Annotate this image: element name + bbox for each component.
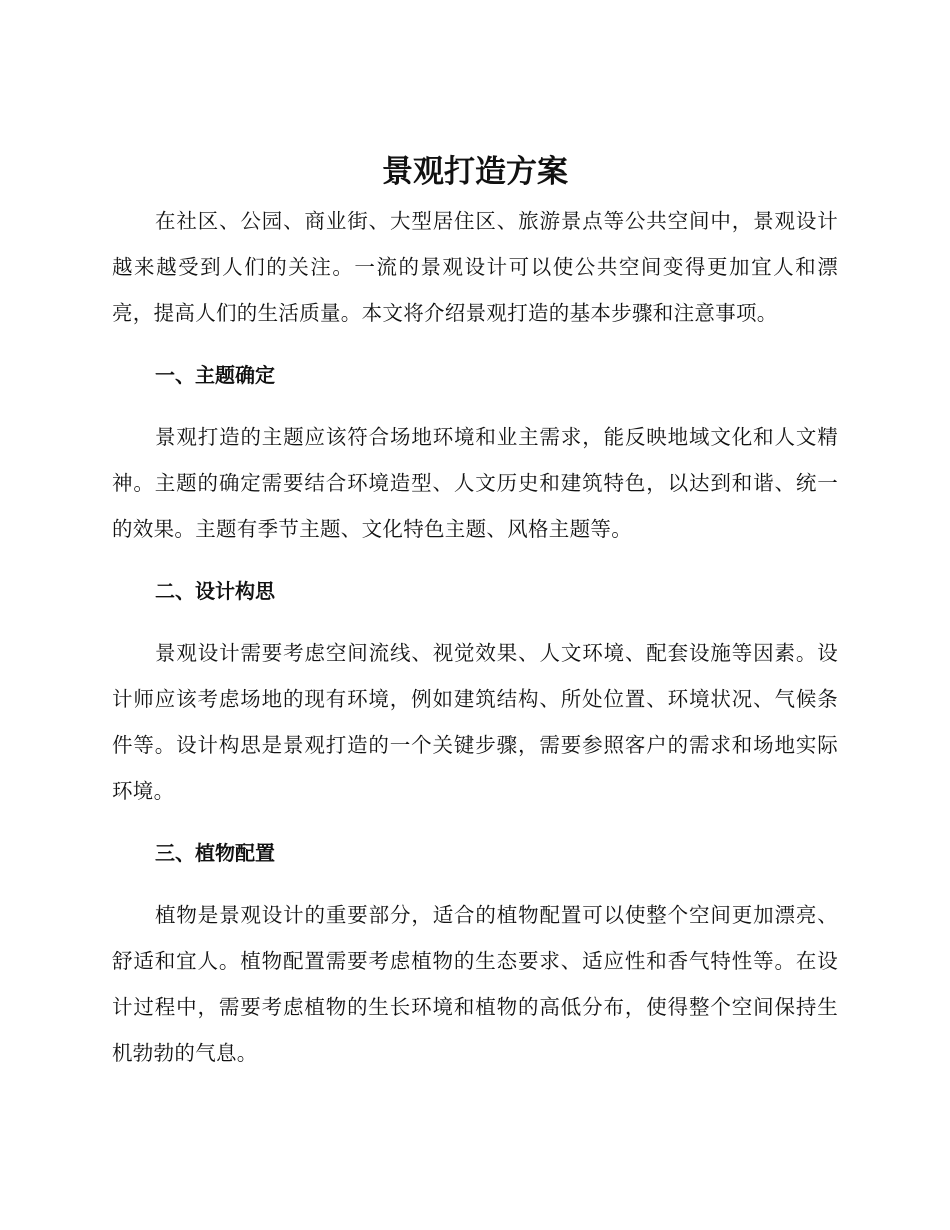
section-heading-theme: 一、主题确定 [155, 363, 275, 387]
section-body-plants: 植物是景观设计的重要部分，适合的植物配置可以使整个空间更加漂亮、舒适和宜人。植物配置需要考虑植物的生态要求、适应性和香气特性等。在设计过程中，需要考虑植物的生长环境和植物的高低分布，使得整个空间保持生机勃勃的气息。 [112, 903, 838, 1065]
intro-paragraph: 在社区、公园、商业街、大型居住区、旅游景点等公共空间中，景观设计越来越受到人们的关注。一流的景观设计可以使公共空间变得更加宜人和漂亮，提高人们的生活质量。本文将介绍景观打造的基本步骤和注意事项。 [112, 209, 838, 325]
section-body-theme: 景观打造的主题应该符合场地环境和业主需求，能反映地域文化和人文精神。主题的确定需要结合环境造型、人文历史和建筑特色，以达到和谐、统一的效果。主题有季节主题、文化特色主题、风格主题等。 [112, 425, 838, 541]
section-heading-plants: 三、植物配置 [155, 841, 275, 865]
document-title: 景观打造方案 [382, 154, 568, 190]
section-heading-design: 二、设计构思 [155, 579, 275, 603]
section-body-design: 景观设计需要考虑空间流线、视觉效果、人文环境、配套设施等因素。设计师应该考虑场地的现有环境，例如建筑结构、所处位置、环境状况、气候条件等。设计构思是景观打造的一个关键步骤，需要参照客户的需求和场地实际环境。 [112, 641, 838, 803]
